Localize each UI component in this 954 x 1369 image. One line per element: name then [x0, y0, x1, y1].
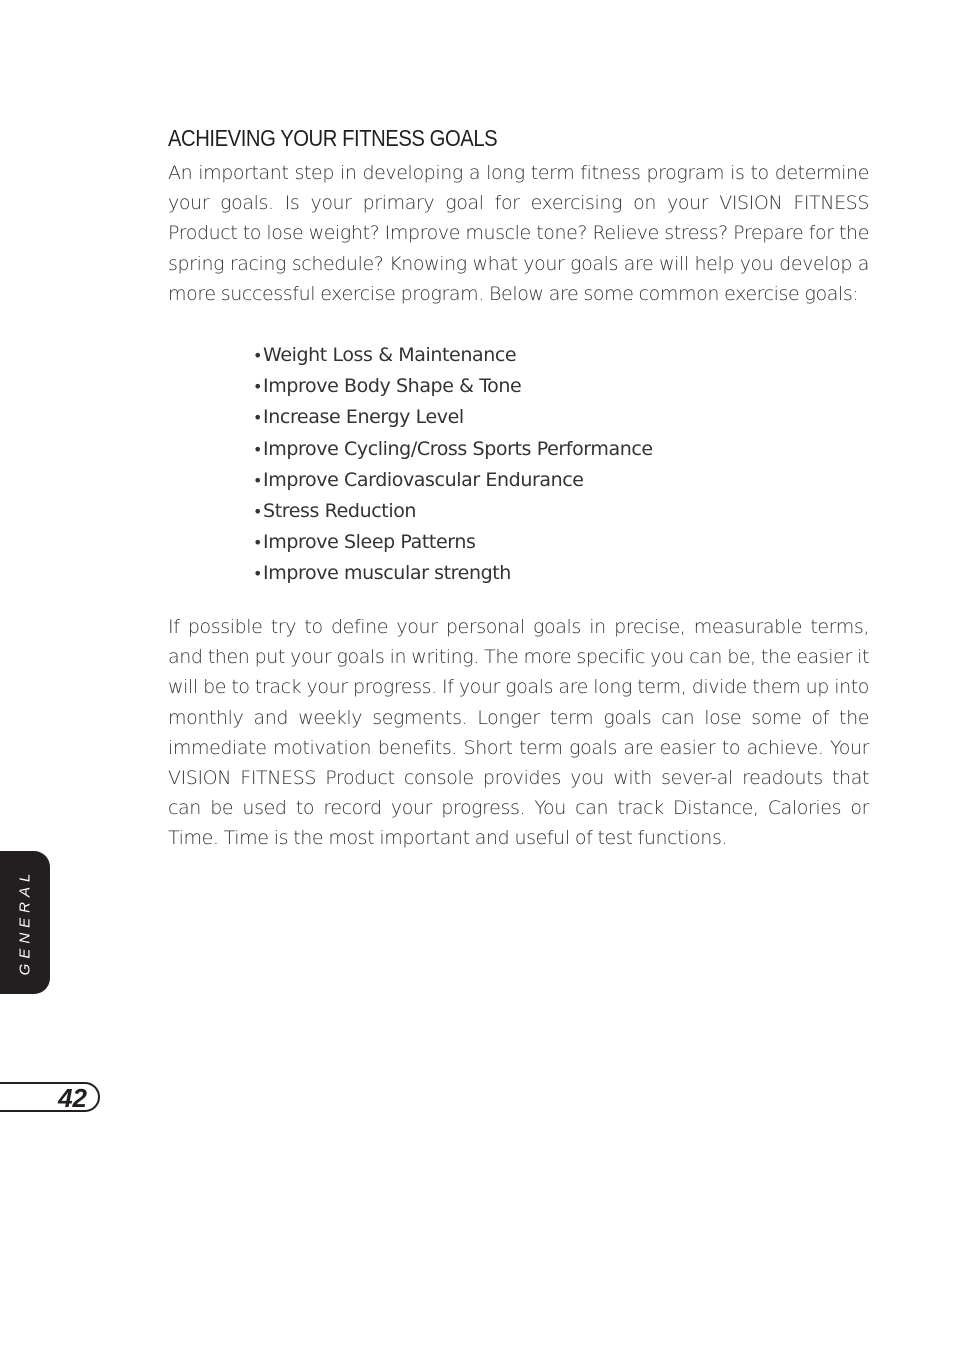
intro-paragraph: An important step in developing a long term fitness program is to determine your goals. Is your primary goal for exercising on your VISION FITNESS Product to lose weight? Improve muscle tone? Relieve stress? Prepare for the spring racing schedule? Knowing what your goals are will help you develop a more successful exercise program. Below are some common exercise goals:: [168, 162, 869, 305]
section-side-tab: [0, 851, 50, 994]
bullet-icon: •: [253, 346, 263, 365]
goal-list: [253, 340, 653, 590]
goal-item: [253, 402, 653, 433]
goal-label: Improve Cardiovascular Endurance: [263, 468, 584, 491]
goal-label: Increase Energy Level: [263, 406, 464, 429]
goal-label: Improve muscular strength: [263, 562, 511, 585]
section-title: ACHIEVING YOUR FITNESS GOALS: [168, 125, 498, 151]
goal-item: [253, 371, 653, 402]
page-number: 42: [58, 1083, 87, 1113]
bullet-icon: •: [253, 377, 263, 397]
bullet-icon: •: [253, 564, 263, 584]
goal-item: [253, 527, 653, 558]
goal-item: [253, 340, 653, 371]
bullet-icon: •: [253, 470, 263, 490]
bullet-icon: •: [253, 408, 263, 428]
page-number-tab: [0, 1082, 100, 1112]
goal-label: Stress Reduction: [263, 500, 417, 523]
goal-item: [253, 496, 653, 527]
goal-item: [253, 465, 653, 496]
goal-item: [253, 434, 653, 465]
bullet-icon: •: [253, 502, 263, 522]
goal-label: Improve Body Shape & Tone: [263, 375, 522, 398]
goal-label: Improve Cycling/Cross Sports Performance: [263, 437, 653, 460]
bullet-icon: •: [253, 439, 263, 459]
goal-label: Weight Loss & Maintenance: [263, 344, 517, 366]
bullet-icon: •: [253, 533, 263, 553]
goal-label: Improve Sleep Patterns: [263, 531, 476, 554]
goal-item: [253, 558, 653, 589]
body-paragraph: If possible try to define your personal goals in precise, measurable terms, and then put your goals in writing. The more specific you can be, the easier it will be to track your progress. If your goals are long term, divide them up into monthly and weekly segments. Longer term goals can lose some of the immediate motivation benefits. Short term goals are easier to achieve. Your VISION FITNESS Product console provides you with sever-al readouts that can be used to record your progress. You can track Distance, Calories or Time. Time is the most important and useful of test functions.: [168, 616, 869, 850]
side-tab-label: GENERAL: [16, 868, 34, 976]
